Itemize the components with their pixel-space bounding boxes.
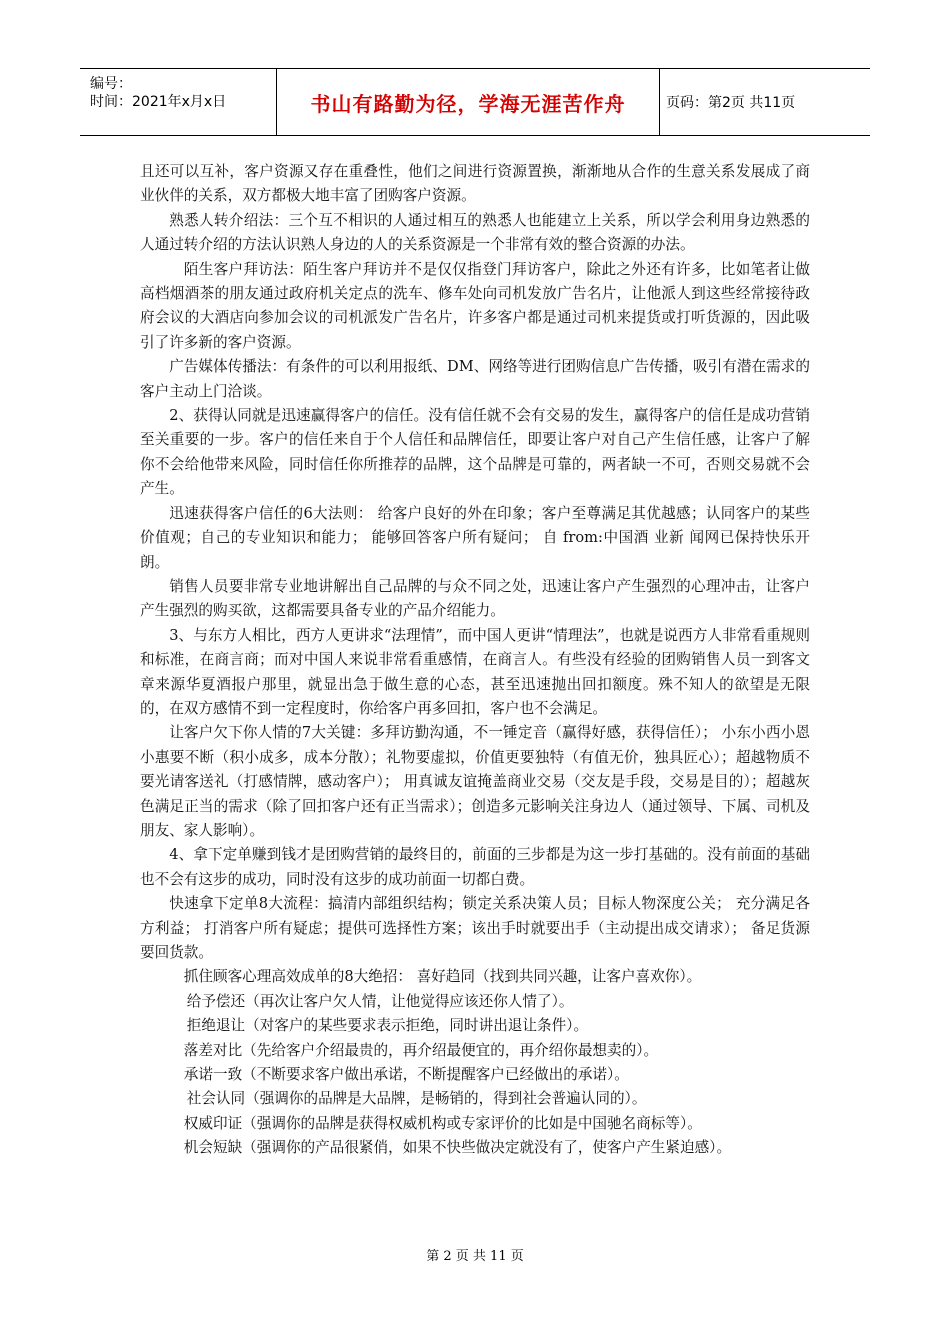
paragraph: 社会认同（强调你的品牌是大品牌，是畅销的，得到社会普遍认同的）。	[186, 1090, 647, 1108]
number-label: 编号：	[90, 76, 132, 92]
paragraph: 落差对比（先给客户介绍最贵的，再介绍最便宜的，再介绍你最想卖的）。	[183, 1041, 659, 1059]
paragraph: 广告媒体传播法：有条件的可以利用报纸、DM、网络等进行团购信息广告传播，吸引有潜在需求的客户主动上门洽谈。	[140, 358, 810, 400]
paragraph: 拒绝退让（对客户的某些要求表示拒绝，同时讲出退让条件）。	[186, 1017, 589, 1035]
paragraph: 2、获得认同就是迅速赢得客户的信任。没有信任就不会有交易的发生，赢得客户的信任是成功营销至关重要的一步。客户的信任来自于个人信任和品牌信任，即要让客户对自己产生信任感，让客户了解你不会给他带来风险，同时信任你所推荐的品牌，这个品牌是可靠的，两者缺一不可，否则交易就不会产生。	[140, 407, 810, 498]
paragraph: 让客户欠下你人情的7大关键：多拜访勤沟通，不一锤定音（赢得好感，获得信任）； 小东小西小恩小惠要不断（积小成多，成本分散）；礼物要虚拟，价值更要独特（有值无价，独具匠心）；超越物质不要光请客送礼（打感情牌，感动客户）； 用真诚友谊掩盖商业交易（交友是手段，交易是目的）；超越灰色满足正当的需求（除了回扣客户还有正当需求）；创造多元影响关注身边人（通过领导、下属、司机及朋友、家人影响）。	[140, 724, 810, 839]
paragraph: 熟悉人转介绍法：三个互不相识的人通过相互的熟悉人也能建立上关系，所以学会利用身边熟悉的人通过转介绍的方法认识熟人身边的人的关系资源是一个非常有效的整合资源的办法。	[140, 211, 810, 254]
header-meta-cell	[80, 69, 277, 135]
paragraph: 承诺一致（不断要求客户做出承诺，不断提醒客户已经做出的承诺）。	[183, 1066, 629, 1084]
paragraph: 迅速获得客户信任的6大法则： 给客户良好的外在印象；客户至尊满足其优越感；认同客户的某些价值观；自己的专业知识和能力； 能够回答客户所有疑问； 自 from:中国酒 业新 闻网已保持快乐开朗。	[140, 504, 810, 571]
header-page-info: 页码：第2页 共11页	[666, 95, 796, 111]
paragraph: 权威印证（强调你的品牌是获得权威机构或专家评价的比如是中国驰名商标等）。	[183, 1114, 702, 1132]
paragraph: 陌生客户拜访法：陌生客户拜访并不是仅仅指登门拜访客户，除此之外还有许多，比如笔者让做高档烟酒茶的朋友通过政府机关定点的洗车、修车处向司机发放广告名片，让他派人到这些经常接待政府会议的大酒店向参加会议的司机派发广告名片，许多客户都是通过司机来提货或打听货源的，因此吸引了许多新的客户资源。	[140, 260, 810, 351]
header-motto-cell	[277, 69, 660, 135]
paragraph: 4、拿下定单赚到钱才是团购营销的最终目的，前面的三步都是为这一步打基础的。没有前面的基础也不会有这步的成功，同时没有这步的成功前面一切都白费。	[140, 846, 810, 888]
time-label: 时间：2021年x月x日	[90, 94, 227, 110]
page-footer: 第 2 页 共 11 页	[426, 1249, 524, 1264]
paragraph: 抓住顾客心理高效成单的8大绝招： 喜好趋同（找到共同兴趣，让客户喜欢你）。	[183, 968, 702, 986]
header-page-cell	[660, 69, 870, 135]
paragraph: 销售人员要非常专业地讲解出自己品牌的与众不同之处，迅速让客户产生强烈的心理冲击，让客户产生强烈的购买欲，这都需要具备专业的产品介绍能力。	[140, 577, 810, 620]
motto-text: 书山有路勤为径，学海无涯苦作舟	[310, 91, 626, 116]
paragraph: 且还可以互补，客户资源又存在重叠性，他们之间进行资源置换，渐渐地从合作的生意关系发展成了商业伙伴的关系，双方都极大地丰富了团购客户资源。	[140, 163, 810, 205]
paragraph: 快速拿下定单8大流程：搞清内部组织结构；锁定关系决策人员；目标人物深度公关； 充分满足各方利益； 打消客户所有疑虑；提供可选择性方案；该出手时就要出手（主动提出成交请求）； 备足货源要回货款。	[140, 895, 810, 961]
paragraph: 3、与东方人相比，西方人更讲求“法理情”，而中国人更讲“情理法”，也就是说西方人非常看重规则和标准，在商言商；而对中国人来说非常看重感情，在商言人。有些没有经验的团购销售人员一到客文章来源华夏酒报户那里，就显出急于做生意的心态，甚至迅速抛出回扣额度。殊不知人的欲望是无限的，在双方感情不到一定程度时，你给客户再多回扣，客户也不会满足。	[140, 626, 810, 717]
document-body	[140, 160, 810, 1161]
page-header	[80, 68, 870, 136]
paragraph: 机会短缺（强调你的产品很紧俏，如果不快些做决定就没有了，使客户产生紧迫感）。	[183, 1139, 732, 1157]
paragraph: 给予偿还（再次让客户欠人情，让他觉得应该还你人情了）。	[186, 992, 574, 1010]
